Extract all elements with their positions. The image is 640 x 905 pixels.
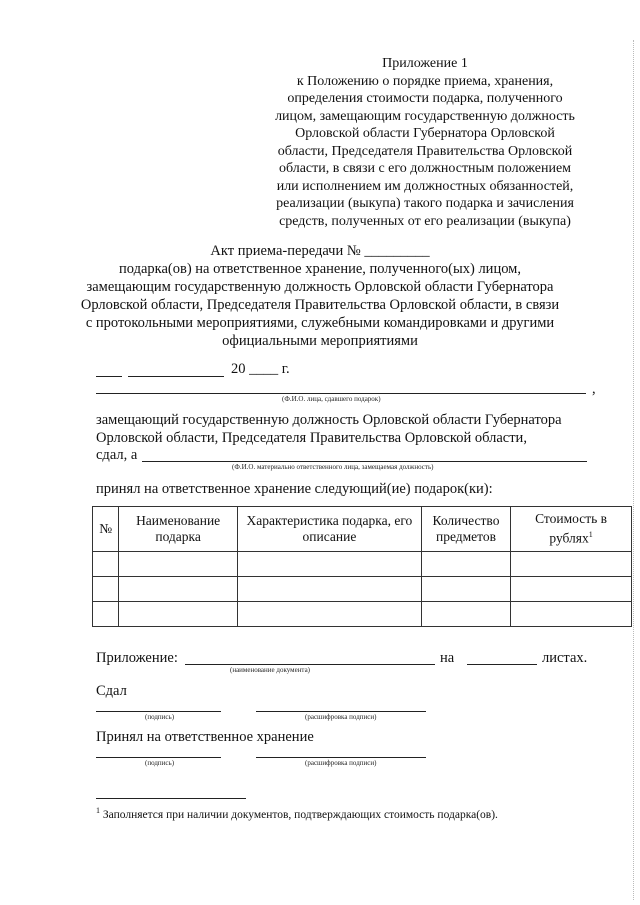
col-cost-label: Стоимость в рублях xyxy=(535,511,608,546)
appendix-line: средств, полученных от его реализации (выкупа) xyxy=(279,213,571,229)
received-label: Принял на ответственное хранение xyxy=(96,729,314,745)
table-cell[interactable] xyxy=(511,602,632,627)
attachment-sheets-line[interactable] xyxy=(467,664,537,665)
table-cell[interactable] xyxy=(421,577,510,602)
col-quantity: Количество предметов xyxy=(421,507,510,552)
footnote-mark: 1 xyxy=(588,530,593,540)
gave-sign-line[interactable] xyxy=(96,711,221,712)
table-cell[interactable] xyxy=(237,577,421,602)
date-day-line[interactable] xyxy=(96,376,122,377)
table-cell[interactable] xyxy=(237,602,421,627)
table-cell[interactable] xyxy=(119,602,238,627)
appendix-header xyxy=(255,55,595,230)
received-decode-hint: (расшифровка подписи) xyxy=(305,759,377,767)
table-row xyxy=(93,577,632,602)
act-title: Акт приема-передачи № _________ xyxy=(210,243,430,259)
table-cell[interactable] xyxy=(511,552,632,577)
appendix-line: Приложение 1 xyxy=(382,56,468,71)
footnote-text: Заполняется при наличии документов, подтверждающих стоимость подарка(ов). xyxy=(102,808,498,821)
gave-sign-hint: (подпись) xyxy=(145,713,175,721)
responsible-line[interactable] xyxy=(142,461,587,462)
act-line: с протокольными мероприятиями, служебными командировками и другими xyxy=(85,315,555,331)
appendix-line: Орловской области Губернатора Орловской xyxy=(295,126,555,141)
attachment-label: Приложение: xyxy=(96,650,178,666)
table-cell[interactable] xyxy=(421,602,510,627)
act-line: замещающим государственную должность Орловской области Губернатора xyxy=(86,279,554,295)
table-header-row xyxy=(93,507,632,552)
position-line-1: замещающий государственную должность Орловской области Губернатора xyxy=(96,412,562,428)
position-line-2: Орловской области, Председателя Правительства Орловской области, xyxy=(96,430,527,446)
gifts-table xyxy=(92,506,632,627)
table-cell[interactable] xyxy=(93,552,119,577)
act-line: официальными мероприятиями xyxy=(222,333,418,349)
appendix-line: к Положению о порядке приема, хранения, xyxy=(296,73,554,89)
fio-hint: (Ф.И.О. лица, сдавшего подарок) xyxy=(282,395,381,403)
fio-comma: , xyxy=(592,381,596,397)
date-year: 20 ____ г. xyxy=(231,361,290,377)
appendix-line: области, в связи с его должностным положением xyxy=(278,161,572,176)
table-cell[interactable] xyxy=(119,552,238,577)
appendix-line: области, Председателя Правительства Орловской xyxy=(277,143,573,159)
footnote-number: 1 xyxy=(96,806,100,815)
col-name: Наименование подарка xyxy=(119,507,238,552)
fio-line[interactable] xyxy=(96,393,586,394)
accepted-label: принял на ответственное хранение следующий(ие) подарок(ки): xyxy=(96,481,493,497)
footnote xyxy=(96,804,498,822)
col-description: Характеристика подарка, его описание xyxy=(237,507,421,552)
footnote-separator xyxy=(96,798,246,799)
responsible-hint: (Ф.И.О. материально ответственного лица, замещаемая должность) xyxy=(232,463,434,471)
appendix-line: реализации (выкупа) такого подарка и зачисления xyxy=(276,196,574,211)
received-sign-hint: (подпись) xyxy=(145,759,175,767)
attachment-on: на xyxy=(440,650,455,666)
handed-label: сдал, а xyxy=(96,447,138,463)
gave-decode-hint: (расшифровка подписи) xyxy=(305,713,377,721)
table-cell[interactable] xyxy=(93,577,119,602)
table-row xyxy=(93,552,632,577)
attachment-sheets: листах. xyxy=(542,650,588,666)
appendix-line: определения стоимости подарка, полученного xyxy=(287,91,563,106)
table-row xyxy=(93,602,632,627)
received-sign-line[interactable] xyxy=(96,757,221,758)
col-number: № xyxy=(93,507,119,552)
act-line: Орловской области, Председателя Правительства Орловской области, в связи xyxy=(80,297,560,313)
attachment-doc-hint: (наименование документа) xyxy=(230,666,311,674)
table-cell[interactable] xyxy=(93,602,119,627)
gave-decode-line[interactable] xyxy=(256,711,426,712)
gave-label: Сдал xyxy=(96,683,127,699)
scan-edge-marks xyxy=(633,40,636,900)
attachment-doc-line[interactable] xyxy=(185,664,435,665)
table-cell[interactable] xyxy=(119,577,238,602)
act-line: подарка(ов) на ответственное хранение, полученного(ых) лицом, xyxy=(119,261,521,277)
received-decode-line[interactable] xyxy=(256,757,426,758)
date-month-line[interactable] xyxy=(128,376,224,377)
table-cell[interactable] xyxy=(421,552,510,577)
table-cell[interactable] xyxy=(237,552,421,577)
table-cell[interactable] xyxy=(511,577,632,602)
act-title-block xyxy=(60,242,580,350)
appendix-line: или исполнением им должностных обязанностей, xyxy=(276,178,574,194)
col-cost xyxy=(511,507,632,552)
appendix-line: лицом, замещающим государственную должность xyxy=(275,108,575,124)
